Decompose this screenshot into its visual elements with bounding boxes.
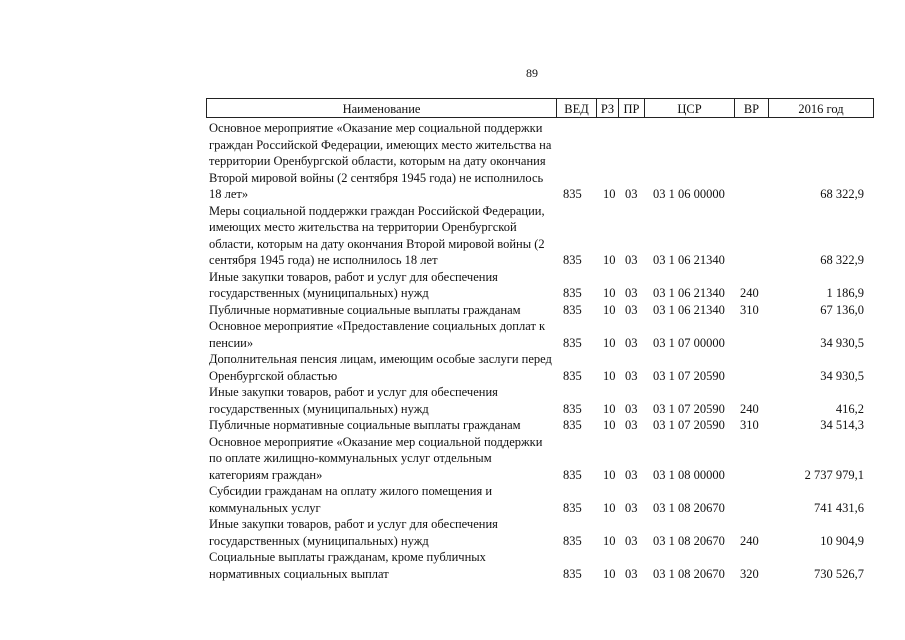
row-csr: 03 1 07 20590: [653, 418, 725, 432]
row-amount: 1 186,9: [826, 286, 864, 300]
row-name: Меры социальной поддержки граждан Российской Федерации, имеющих место жительства на территории Оренбургской области, которым на дату окончания Второй мировой войны (2 сентября 1945 года) не исполнилось 18 лет: [209, 203, 545, 267]
row-ved: 835: [563, 335, 582, 350]
row-amount: 730 526,7: [814, 566, 864, 581]
row-name: Иные закупки товаров, работ и услуг для обеспечения государственных (муниципальных) нужд: [209, 517, 498, 548]
row-rz: 10: [603, 401, 616, 416]
header-year: 2016 год: [798, 102, 844, 116]
row-ved: 835: [563, 467, 582, 482]
row-pr: 03: [625, 187, 638, 201]
row-name: Основное мероприятие «Оказание мер социальной поддержки граждан Российской Федерации, имеющих место жительства на территории Оренбургской области, которым на дату окончания Второй мировой войны (2 сентября 1945 года) не исполнилось 18 лет»: [209, 121, 552, 201]
row-rz: 10: [603, 500, 616, 515]
row-amount: 741 431,6: [814, 500, 864, 515]
row-name: Иные закупки товаров, работ и услуг для обеспечения государственных (муниципальных) нужд: [209, 385, 498, 416]
row-amount: 10 904,9: [820, 533, 864, 548]
row-ved: 835: [563, 566, 582, 581]
table-header: [206, 98, 874, 118]
row-csr: 03 1 08 20670: [653, 566, 725, 581]
row-pr: 03: [625, 418, 638, 432]
row-csr: 03 1 07 20590: [653, 401, 725, 416]
row-vr: 320: [740, 566, 759, 581]
table-row: [206, 483, 874, 516]
row-rz: 10: [603, 533, 616, 548]
row-pr: 03: [625, 533, 638, 548]
row-amount: 34 930,5: [820, 335, 864, 350]
table-row: [206, 384, 874, 417]
table-row: [206, 318, 874, 351]
row-rz: 10: [603, 368, 616, 383]
row-rz: 10: [603, 187, 616, 201]
row-amount: 34 930,5: [820, 368, 864, 383]
row-name: Социальные выплаты гражданам, кроме публичных нормативных социальных выплат: [209, 550, 486, 581]
row-pr: 03: [625, 566, 638, 581]
row-vr: 310: [740, 302, 759, 317]
row-ved: 835: [563, 302, 582, 317]
row-rz: 10: [603, 302, 616, 317]
row-amount: 34 514,3: [820, 418, 864, 432]
row-csr: 03 1 06 21340: [653, 286, 725, 300]
row-amount: 68 322,9: [820, 253, 864, 267]
table-row: [206, 302, 874, 319]
row-ved: 835: [563, 253, 582, 267]
row-ved: 835: [563, 533, 582, 548]
row-csr: 03 1 08 00000: [653, 467, 725, 482]
table-row: [206, 120, 874, 203]
row-csr: 03 1 06 21340: [653, 253, 725, 267]
row-csr: 03 1 07 20590: [653, 368, 725, 383]
row-pr: 03: [625, 302, 638, 317]
row-pr: 03: [625, 467, 638, 482]
row-name: Дополнительная пенсия лицам, имеющим особые заслуги перед Оренбургской областью: [209, 352, 552, 383]
row-ved: 835: [563, 286, 582, 300]
row-amount: 416,2: [835, 401, 864, 416]
row-ved: 835: [563, 500, 582, 515]
row-name: Публичные нормативные социальные выплаты гражданам: [209, 302, 521, 317]
row-vr: 310: [740, 418, 759, 432]
header-name: Наименование: [207, 99, 557, 117]
row-ved: 835: [563, 401, 582, 416]
row-csr: 03 1 06 21340: [653, 302, 725, 317]
row-rz: 10: [603, 253, 616, 267]
row-rz: 10: [603, 286, 616, 300]
row-pr: 03: [625, 401, 638, 416]
row-csr: 03 1 07 00000: [653, 335, 725, 350]
row-vr: 240: [740, 533, 759, 548]
row-csr: 03 1 08 20670: [653, 533, 725, 548]
table-row: [206, 516, 874, 549]
row-name: Публичные нормативные социальные выплаты гражданам: [209, 418, 521, 432]
header-csr: ЦСР: [645, 99, 735, 117]
row-name: Основное мероприятие «Предоставление социальных доплат к пенсии»: [209, 319, 546, 350]
row-amount: 67 136,0: [820, 302, 864, 317]
row-csr: 03 1 08 20670: [653, 500, 725, 515]
row-name: Субсидии гражданам на оплату жилого помещения и коммунальных услуг: [209, 484, 493, 515]
row-rz: 10: [603, 566, 616, 581]
page-number: 89: [526, 66, 538, 80]
header-rz: РЗ: [597, 99, 619, 117]
row-pr: 03: [625, 286, 638, 300]
table-row: [206, 434, 874, 484]
row-amount: 2 737 979,1: [804, 467, 864, 482]
row-pr: 03: [625, 500, 638, 515]
row-amount: 68 322,9: [820, 187, 864, 201]
row-vr: 240: [740, 401, 759, 416]
row-csr: 03 1 06 00000: [653, 187, 725, 201]
budget-table: [206, 98, 874, 581]
row-name: Иные закупки товаров, работ и услуг для обеспечения государственных (муниципальных) нужд: [209, 269, 498, 300]
row-pr: 03: [625, 368, 638, 383]
table-row: [206, 417, 874, 434]
header-ved: ВЕД: [557, 99, 597, 117]
row-ved: 835: [563, 368, 582, 383]
header-pr: ПР: [619, 99, 645, 117]
row-vr: 240: [740, 286, 759, 300]
table-body: [206, 120, 874, 582]
table-row: [206, 549, 874, 582]
row-rz: 10: [603, 335, 616, 350]
row-pr: 03: [625, 253, 638, 267]
table-row: [206, 351, 874, 384]
row-pr: 03: [625, 335, 638, 350]
row-rz: 10: [603, 418, 616, 432]
table-row: [206, 269, 874, 302]
header-vr: ВР: [735, 99, 769, 117]
row-ved: 835: [563, 418, 582, 432]
table-row: [206, 203, 874, 269]
row-name: Основное мероприятие «Оказание мер социальной поддержки по оплате жилищно-коммунальных услуг отдельным категориям граждан»: [209, 434, 543, 482]
row-rz: 10: [603, 467, 616, 482]
row-ved: 835: [563, 187, 582, 201]
